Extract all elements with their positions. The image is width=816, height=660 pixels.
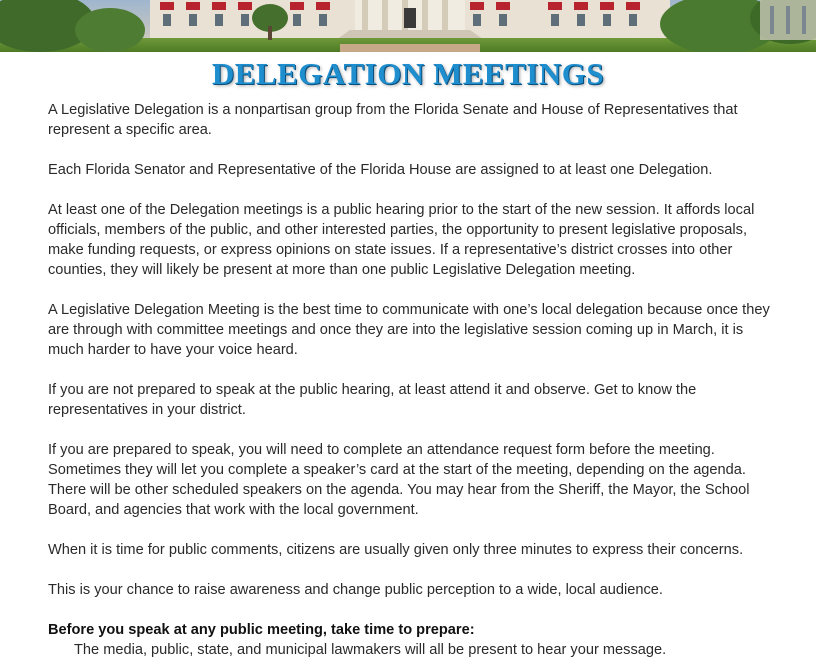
header-banner-image bbox=[0, 0, 816, 52]
paragraph-attend: If you are not prepared to speak at the public hearing, at least attend it and observe. Get to know the representatives in your district. bbox=[48, 382, 697, 418]
prepare-heading: Before you speak at any public meeting, take time to prepare: bbox=[48, 622, 475, 638]
document-body bbox=[48, 100, 778, 660]
paragraph-definition: A Legislative Delegation is a nonpartisan group from the Florida Senate and House of Representatives that represent a specific area. bbox=[48, 102, 738, 138]
paragraph-public-comments: When it is time for public comments, citizens are usually given only three minutes to express their concerns. bbox=[48, 542, 744, 558]
prepare-list bbox=[48, 640, 778, 660]
list-item: The media, public, state, and municipal lawmakers will all be present to hear your message. bbox=[74, 642, 667, 658]
paragraph-prepared-to-speak: If you are prepared to speak, you will need to complete an attendance request form before the meeting. Sometimes they will let you complete a speaker’s card at the start of the meeting, depending on the agenda. There will be other scheduled speakers on the agenda. You may hear from the Sheriff, the Mayor, the School Board, and agencies that work with the local government. bbox=[48, 442, 750, 518]
paragraph-your-chance: This is your chance to raise awareness and change public perception to a wide, local audience. bbox=[48, 582, 663, 598]
paragraph-public-hearing: At least one of the Delegation meetings is a public hearing prior to the start of the new session. It affords local officials, members of the public, and other interested parties, the opportunity to present legislative proposals, make funding requests, or express opinions on state issues. If a representative’s district crosses into other counties, they will likely be present at more than one public Legislative Delegation meeting. bbox=[48, 202, 755, 278]
paragraph-assignment: Each Florida Senator and Representative of the Florida House are assigned to at least one Delegation. bbox=[48, 162, 713, 178]
paragraph-best-time: A Legislative Delegation Meeting is the best time to communicate with one’s local delegation because once they are through with committee meetings and once they are into the legislative session coming up in March, it is much harder to have your voice heard. bbox=[48, 302, 770, 358]
page-title: DELEGATION MEETINGS bbox=[211, 56, 605, 91]
